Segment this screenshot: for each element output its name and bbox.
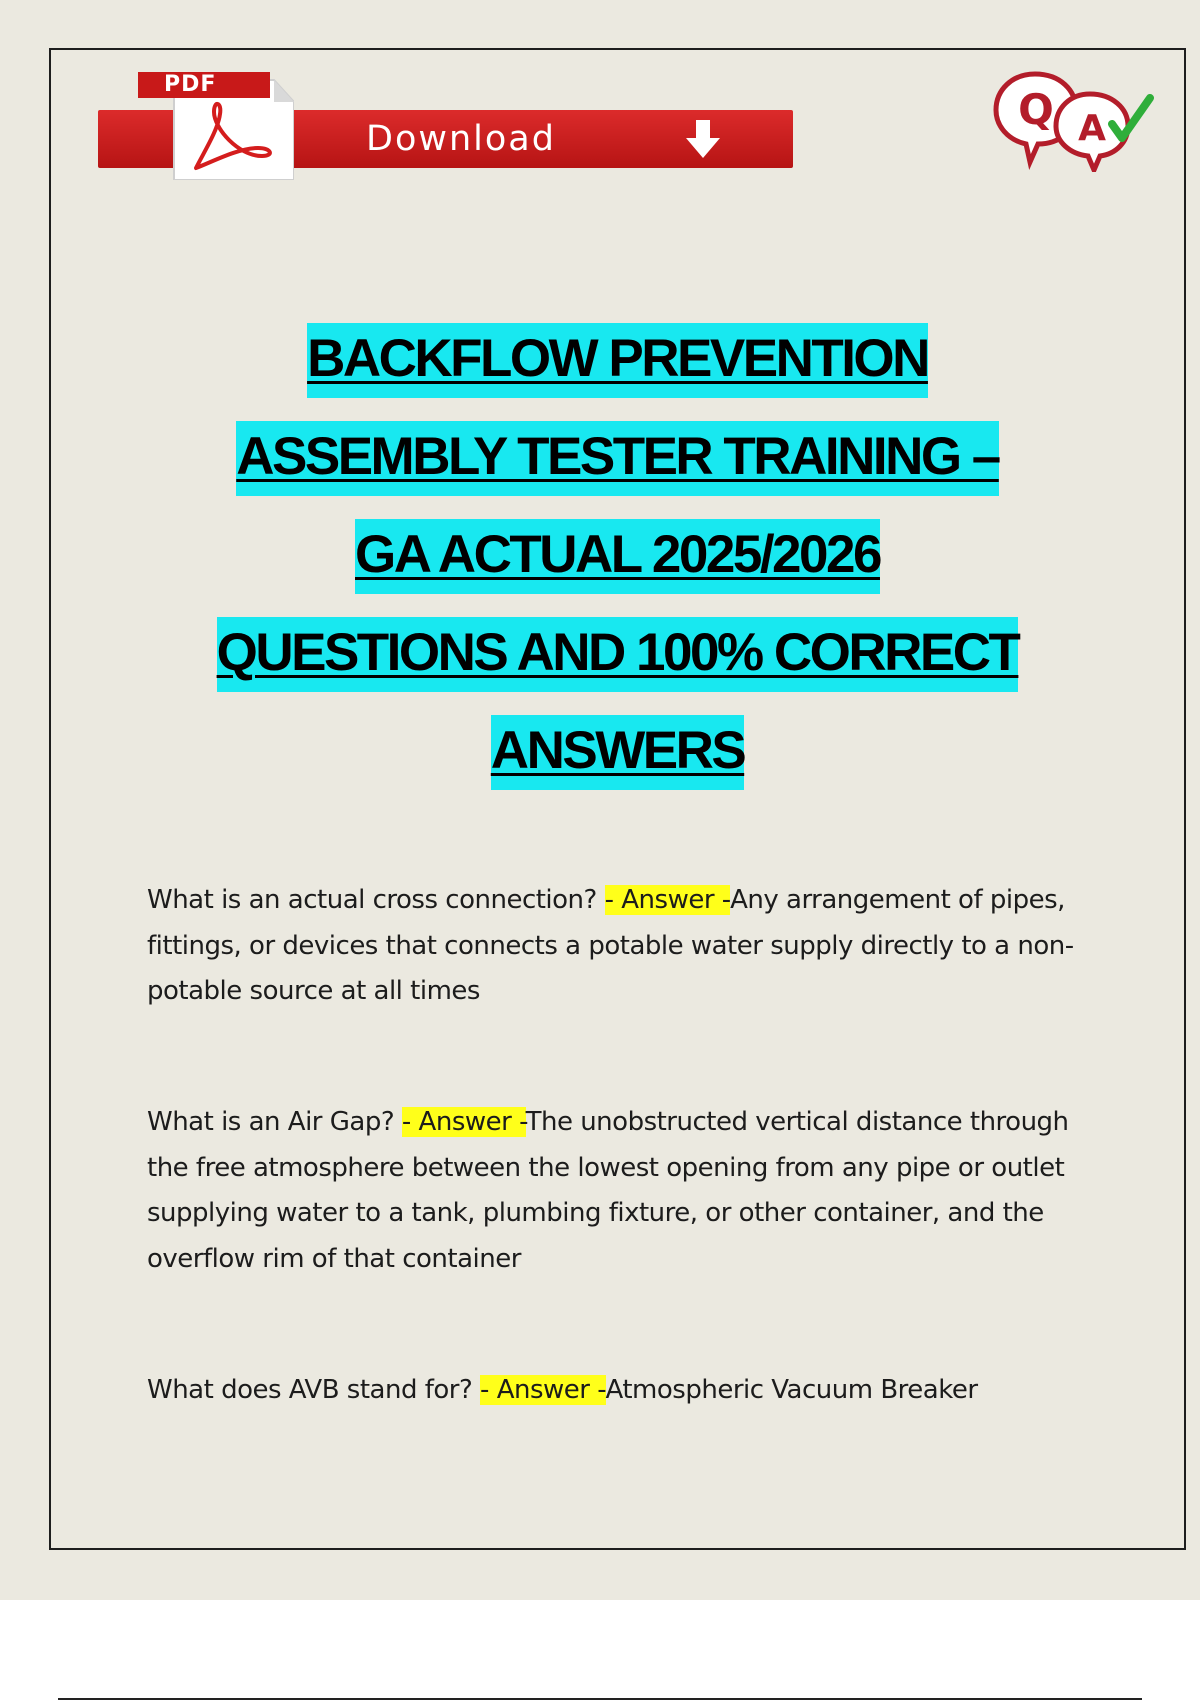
- title-line: GA ACTUAL 2025/2026: [49, 506, 1186, 604]
- title-line: ASSEMBLY TESTER TRAINING –: [49, 408, 1186, 506]
- qa-item: [147, 1100, 1097, 1282]
- question-text: What is an actual cross connection?: [147, 885, 605, 915]
- svg-text:Q: Q: [1018, 85, 1054, 134]
- answer-tag: - Answer -: [604, 885, 731, 915]
- pdf-download-banner[interactable]: [98, 72, 793, 180]
- answer-text: Atmospheric Vacuum Breaker: [605, 1375, 978, 1405]
- download-arrow-icon: [683, 118, 723, 162]
- answer-tag: - Answer -: [401, 1107, 526, 1137]
- title-line: BACKFLOW PREVENTION: [49, 310, 1186, 408]
- answer-tag: - Answer -: [480, 1375, 606, 1405]
- qa-logo-icon: [990, 66, 1160, 172]
- question-text: What is an Air Gap?: [147, 1107, 402, 1137]
- qa-item: [147, 878, 1097, 1015]
- document-title: [49, 310, 1186, 800]
- title-line: QUESTIONS AND 100% CORRECT: [49, 604, 1186, 702]
- qa-item: [147, 1368, 1097, 1414]
- answer-text: The unobstructed vertical distance through the free atmosphere between the lowest opening from any pipe or outlet supplying water to a tank, plumbing fixture, or other container, and the overflow rim of that container: [147, 1107, 1069, 1274]
- title-line: ANSWERS: [49, 702, 1186, 800]
- answer-text: Any arrangement of pipes, fittings, or devices that connects a potable water supply directly to a non-potable source at all times: [147, 885, 1074, 1006]
- pdf-tab: PDF: [138, 72, 270, 98]
- pdf-document-icon: [134, 72, 294, 180]
- question-text: What does AVB stand for?: [147, 1375, 481, 1405]
- download-label: Download: [366, 119, 556, 159]
- svg-text:A: A: [1078, 108, 1106, 149]
